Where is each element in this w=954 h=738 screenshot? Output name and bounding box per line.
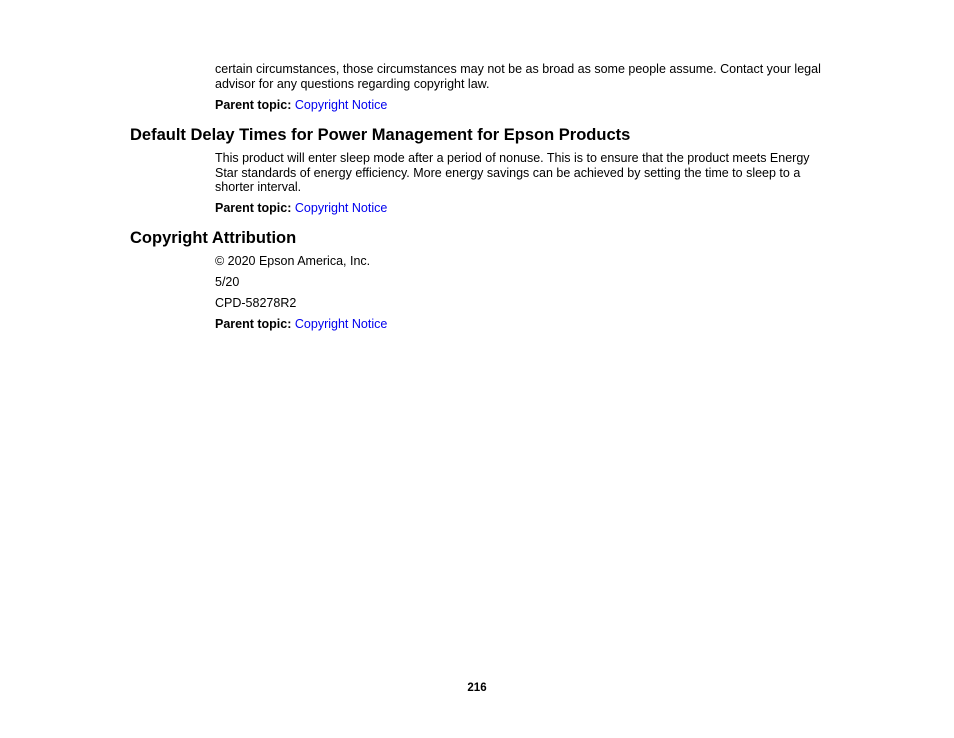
- date-line: 5/20: [215, 275, 240, 289]
- attribution-parent-topic: [215, 317, 387, 332]
- intro-paragraph: certain circumstances, those circumstances may not be as broad as some people assume. Contact your legal advisor for any questions regarding copyright law.: [215, 62, 821, 91]
- copyright-notice-link[interactable]: Copyright Notice: [294, 98, 388, 112]
- page-number: 216: [467, 682, 487, 694]
- copyright-notice-link[interactable]: Copyright Notice: [294, 317, 388, 331]
- copyright-line: © 2020 Epson America, Inc.: [215, 254, 371, 268]
- parent-topic-label: Parent topic:: [215, 201, 292, 215]
- copyright-attribution-heading: Copyright Attribution: [130, 229, 297, 247]
- document-code-line: CPD-58278R2: [215, 296, 297, 310]
- parent-topic-label: Parent topic:: [215, 317, 292, 331]
- intro-parent-topic: [215, 98, 387, 113]
- power-parent-topic: [215, 201, 387, 216]
- parent-topic-label: Parent topic:: [215, 98, 292, 112]
- copyright-notice-link[interactable]: Copyright Notice: [294, 201, 388, 215]
- power-management-heading: Default Delay Times for Power Management for Epson Products: [130, 126, 631, 144]
- power-management-paragraph: This product will enter sleep mode after a period of nonuse. This is to ensure that the product meets Energy Star standards of energy efficiency. More energy savings can be achieved by setting the time to sleep to a shorter interval.: [215, 151, 810, 195]
